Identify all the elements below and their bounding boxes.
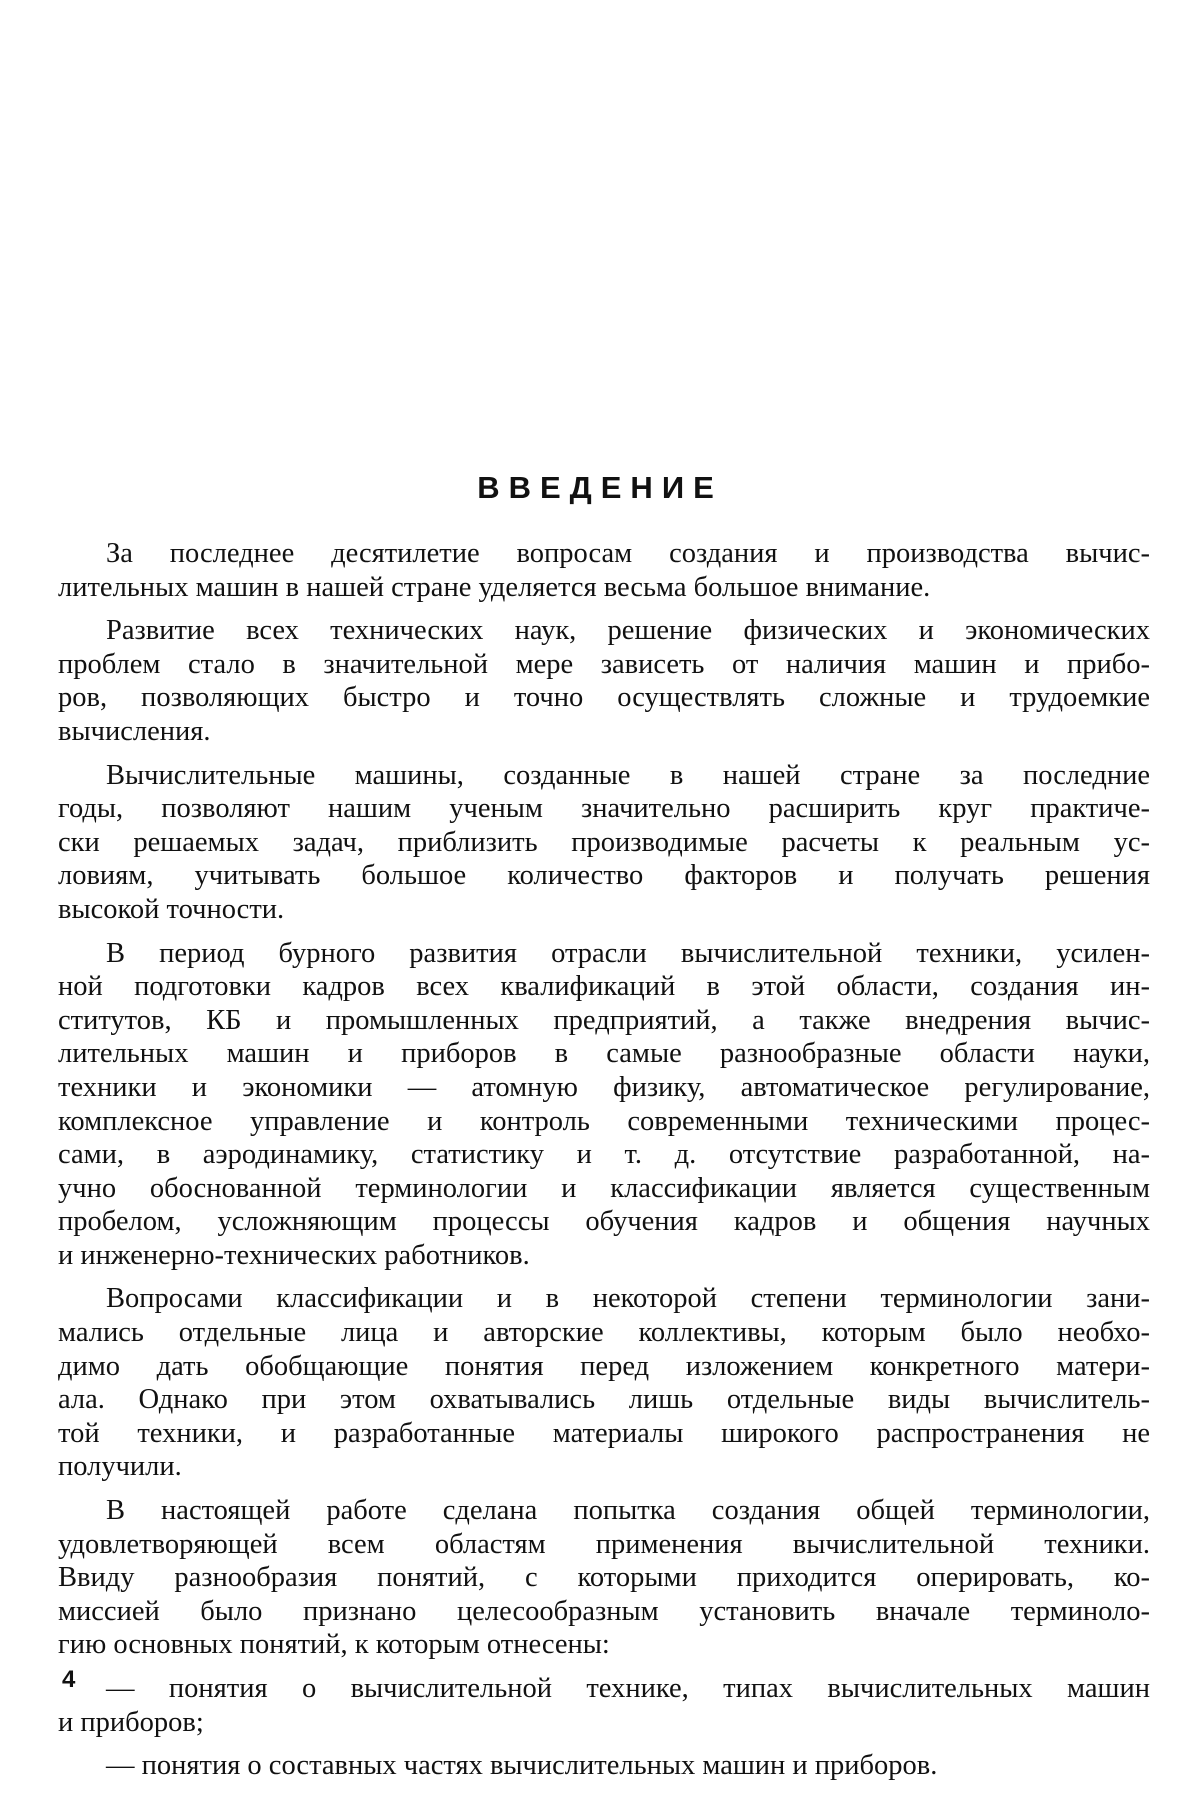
text-line: удовлетворяющей всем областям применения вычислительной техники. [58,1528,1150,1562]
text-line: Развитие всех технических наук, решение физических и экономических [58,614,1150,648]
body-text [58,537,1150,1793]
text-line: пробелом, усложняющим процессы обучения кадров и общения научных [58,1205,1150,1239]
text-line: и приборов; [58,1706,1150,1740]
text-line: За последнее десятилетие вопросам создания и производства вычис- [58,537,1150,571]
text-line: мались отдельные лица и авторские коллективы, которым было необхо- [58,1316,1150,1350]
paragraph [58,1749,1150,1783]
paragraph [58,759,1150,927]
paragraph [58,1494,1150,1662]
text-line: сами, в аэродинамику, статистику и т. д. отсутствие разработанной, на- [58,1138,1150,1172]
text-line: проблем стало в значительной мере зависеть от наличия машин и прибо- [58,648,1150,682]
text-line: ров, позволяющих быстро и точно осуществлять сложные и трудоемкие [58,681,1150,715]
text-line: вычисления. [58,715,1150,749]
text-line: димо дать обобщающие понятия перед изложением конкретного матери- [58,1350,1150,1384]
text-line: ститутов, КБ и промышленных предприятий, а также внедрения вычис- [58,1004,1150,1038]
paragraph [58,1672,1150,1739]
text-line: — понятия о вычислительной технике, типах вычислительных машин [58,1672,1150,1706]
text-line: комплексное управление и контроль современными техническими процес- [58,1105,1150,1139]
text-line: В настоящей работе сделана попытка создания общей терминологии, [58,1494,1150,1528]
text-line: учно обоснованной терминологии и классификации является существенным [58,1172,1150,1206]
paragraph [58,937,1150,1273]
text-line: ной подготовки кадров всех квалификаций в этой области, создания ин- [58,970,1150,1004]
paragraph [58,537,1150,604]
text-line: Ввиду разнообразия понятий, с которыми приходится оперировать, ко- [58,1561,1150,1595]
text-line: той техники, и разработанные материалы широкого распространения не [58,1417,1150,1451]
text-line: гию основных понятий, к которым отнесены: [58,1628,1150,1662]
text-line: высокой точности. [58,893,1150,927]
paragraph [58,614,1150,748]
chapter-heading: ВВЕДЕНИЕ [0,470,1200,506]
text-line: ала. Однако при этом охватывались лишь отдельные виды вычислитель- [58,1383,1150,1417]
text-line: годы, позволяют нашим ученым значительно расширить круг практиче- [58,792,1150,826]
text-line: лительных машин и приборов в самые разнообразные области науки, [58,1037,1150,1071]
book-page [0,0,1200,1818]
text-line: ски решаемых задач, приблизить производимые расчеты к реальным ус- [58,826,1150,860]
text-line: В период бурного развития отрасли вычислительной техники, усилен- [58,937,1150,971]
text-line: ловиям, учитывать большое количество факторов и получать решения [58,859,1150,893]
text-line: лительных машин в нашей стране уделяется весьма большое внимание. [58,571,1150,605]
text-line: миссией было признано целесообразным установить вначале терминоло- [58,1595,1150,1629]
text-line: техники и экономики — атомную физику, автоматическое регулирование, [58,1071,1150,1105]
text-line: Вычислительные машины, созданные в нашей стране за последние [58,759,1150,793]
text-line: — понятия о составных частях вычислительных машин и приборов. [58,1749,1150,1783]
text-line: получили. [58,1450,1150,1484]
text-line: Вопросами классификации и в некоторой степени терминологии зани- [58,1282,1150,1316]
paragraph [58,1282,1150,1484]
text-line: и инженерно-технических работников. [58,1239,1150,1273]
page-number: 4 [62,1666,75,1694]
